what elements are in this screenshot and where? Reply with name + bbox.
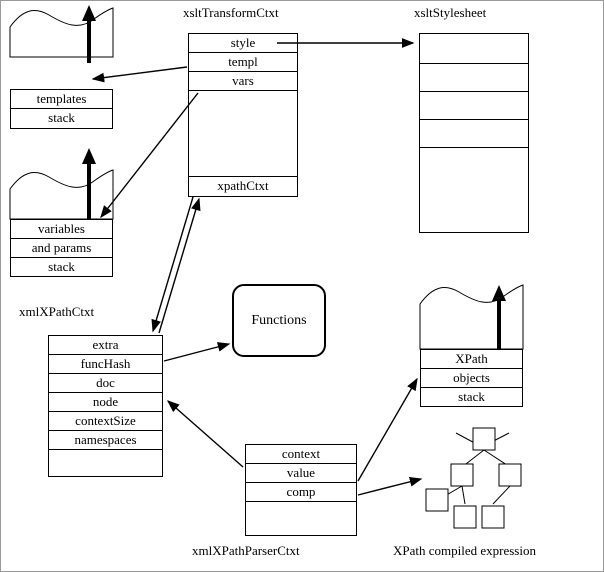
row-templates-stack: stack	[48, 110, 75, 125]
row-style: style	[189, 34, 297, 53]
row-xpathctxt-spacer	[49, 450, 162, 476]
row-namespaces: namespaces	[49, 431, 162, 450]
label-xslt-transform-ctxt: xsltTransformCtxt	[183, 5, 279, 20]
label-xpath-compiled-expression: XPath compiled expression	[393, 543, 536, 558]
label-xml-xpath-parser-ctxt: xmlXPathParserCtxt	[192, 543, 300, 558]
row-extra: extra	[49, 336, 162, 355]
xpath-objects-stack-rows	[420, 349, 523, 407]
functions-label: Functions	[251, 312, 307, 328]
row-xpath: XPath	[421, 350, 522, 369]
row-contextsize: contextSize	[49, 412, 162, 431]
row-variables-stack: stack	[48, 259, 75, 274]
row-parser-spacer	[246, 502, 356, 536]
row-doc: doc	[49, 374, 162, 393]
row-vars: vars	[189, 72, 297, 91]
xml-xpath-parser-ctxt-box	[245, 444, 357, 536]
row-funchash: funcHash	[49, 355, 162, 374]
row-node: node	[49, 393, 162, 412]
variables-stack-rows	[10, 219, 113, 277]
row-comp: comp	[246, 483, 356, 502]
row-context: context	[246, 445, 356, 464]
label-xslt-stylesheet: xsltStylesheet	[414, 5, 487, 20]
row-value: value	[246, 464, 356, 483]
row-objects: objects	[421, 369, 522, 388]
row-stylesheet-3	[420, 92, 528, 120]
xslt-transform-ctxt-box	[188, 33, 298, 197]
row-templ: templ	[189, 53, 297, 72]
row-variables: variables	[11, 220, 112, 239]
row-stylesheet-5	[420, 148, 528, 176]
row-xpathctxt: xpathCtxt	[217, 178, 269, 193]
xslt-stylesheet-box	[419, 33, 529, 233]
label-xml-xpath-ctxt: xmlXPathCtxt	[19, 304, 95, 319]
row-stylesheet-1	[420, 34, 528, 64]
row-and-params: and params	[11, 239, 112, 258]
functions-box	[232, 284, 326, 357]
row-stylesheet-4	[420, 120, 528, 148]
row-xpath-objects-stack: stack	[458, 389, 485, 404]
templates-stack-rows	[10, 89, 113, 129]
row-transform-spacer	[189, 91, 297, 177]
xml-xpath-ctxt-box	[48, 335, 163, 477]
row-stylesheet-2	[420, 64, 528, 92]
row-templates: templates	[11, 90, 112, 109]
